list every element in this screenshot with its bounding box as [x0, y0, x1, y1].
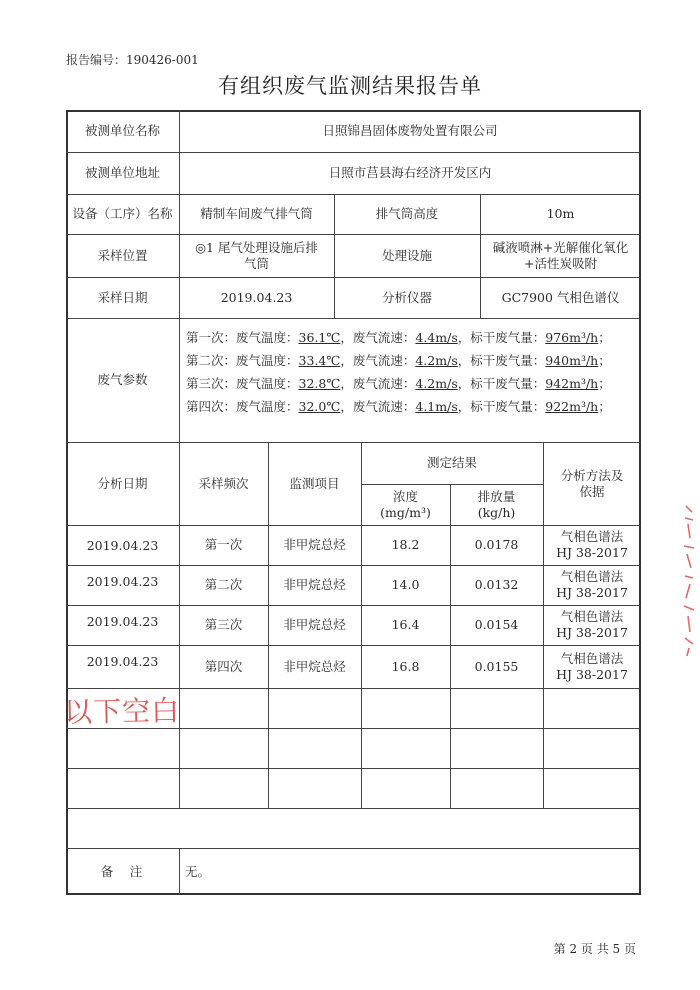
- equipment-label: 设备（工序）名称: [72, 206, 173, 222]
- row-emission: 0.0132: [474, 577, 519, 593]
- row-method: 气相色谱法 HJ 38-2017: [556, 609, 628, 640]
- sampling-position-value: ◎1 尾气处理设施后排气筒: [195, 239, 318, 271]
- sampling-date-value: 2019.04.23: [220, 289, 293, 305]
- unit-name-value: 日照锦昌固体废物处置有限公司: [322, 123, 498, 139]
- stack-height-label: 排气筒高度: [375, 206, 439, 222]
- row-item: 非甲烷总烃: [283, 617, 346, 633]
- edge-seal-mark: [682, 498, 696, 658]
- row-concentration: 18.2: [391, 537, 420, 553]
- row-emission: 0.0155: [474, 658, 519, 674]
- instrument-label: 分析仪器: [381, 289, 432, 305]
- row-date: 2019.04.23: [86, 614, 159, 629]
- page-number: 第 2 页 共 5 页: [553, 942, 636, 956]
- row-frequency: 第三次: [204, 617, 243, 633]
- row-date: 2019.04.23: [86, 654, 159, 669]
- treatment-label: 处理设施: [381, 247, 432, 263]
- row-frequency: 第四次: [204, 658, 243, 674]
- stack-height-value: 10m: [546, 206, 575, 222]
- row-date: 2019.04.23: [86, 574, 159, 589]
- row-emission: 0.0154: [474, 617, 519, 633]
- row-item: 非甲烷总烃: [283, 577, 346, 593]
- row-method: 气相色谱法 HJ 38-2017: [556, 529, 628, 560]
- row-concentration: 16.4: [391, 617, 420, 633]
- row-method: 气相色谱法 HJ 38-2017: [556, 569, 628, 600]
- treatment-value: 碱液喷淋+光解催化氧化+活性炭吸附: [492, 239, 629, 271]
- unit-name-label: 被测单位名称: [84, 123, 160, 139]
- report-number: 报告编号：190426-001: [66, 53, 199, 67]
- page-title: 有组织废气监测结果报告单: [218, 74, 482, 98]
- row-concentration: 16.8: [391, 658, 420, 674]
- emission-header: 排放量 (kg/h): [477, 488, 516, 520]
- remarks-value: 无。: [185, 863, 211, 879]
- table-rule: [66, 808, 641, 809]
- sampling-frequency-header: 采样频次: [198, 475, 249, 491]
- gas-param-row: 第三次：废气温度：32.8℃，废气流速：4.2m/s，标干废气量：942m³/h；: [186, 376, 611, 391]
- analysis-method-header: 分析方法及依据: [560, 467, 624, 499]
- row-item: 非甲烷总烃: [283, 658, 346, 674]
- blank-below-stamp: 以下空白: [63, 693, 181, 730]
- row-emission: 0.0178: [474, 537, 519, 553]
- unit-address-value: 日照市莒县海右经济开发区内: [328, 165, 492, 181]
- gas-param-row: 第一次：废气温度：36.1℃，废气流速：4.4m/s，标干废气量：976m³/h；: [186, 330, 611, 345]
- equipment-value: 精制车间废气排气筒: [200, 206, 313, 222]
- table-rule: [66, 768, 641, 769]
- remarks-label: 备 注: [100, 863, 145, 879]
- row-concentration: 14.0: [391, 577, 420, 593]
- monitoring-item-header: 监测项目: [289, 475, 340, 491]
- analysis-date-header: 分析日期: [97, 475, 148, 491]
- measured-result-header: 测定结果: [426, 455, 477, 471]
- row-date: 2019.04.23: [86, 538, 159, 553]
- sampling-date-label: 采样日期: [97, 289, 148, 305]
- gas-param-row: 第二次：废气温度：33.4℃，废气流速：4.2m/s，标干废气量：940m³/h；: [186, 353, 611, 368]
- row-frequency: 第二次: [204, 577, 243, 593]
- row-frequency: 第一次: [204, 537, 243, 553]
- unit-address-label: 被测单位地址: [84, 165, 160, 181]
- gas-param-row: 第四次：废气温度：32.0℃，废气流速：4.1m/s，标干废气量：922m³/h；: [186, 399, 611, 414]
- gas-params-list: [186, 326, 626, 418]
- row-item: 非甲烷总烃: [283, 537, 346, 553]
- sampling-position-label: 采样位置: [97, 247, 148, 263]
- row-method: 气相色谱法 HJ 38-2017: [556, 650, 628, 682]
- gas-params-label: 废气参数: [97, 372, 148, 388]
- concentration-header: 浓度 (mg/m³): [380, 488, 431, 520]
- instrument-value: GC7900 气相色谱仪: [501, 289, 620, 305]
